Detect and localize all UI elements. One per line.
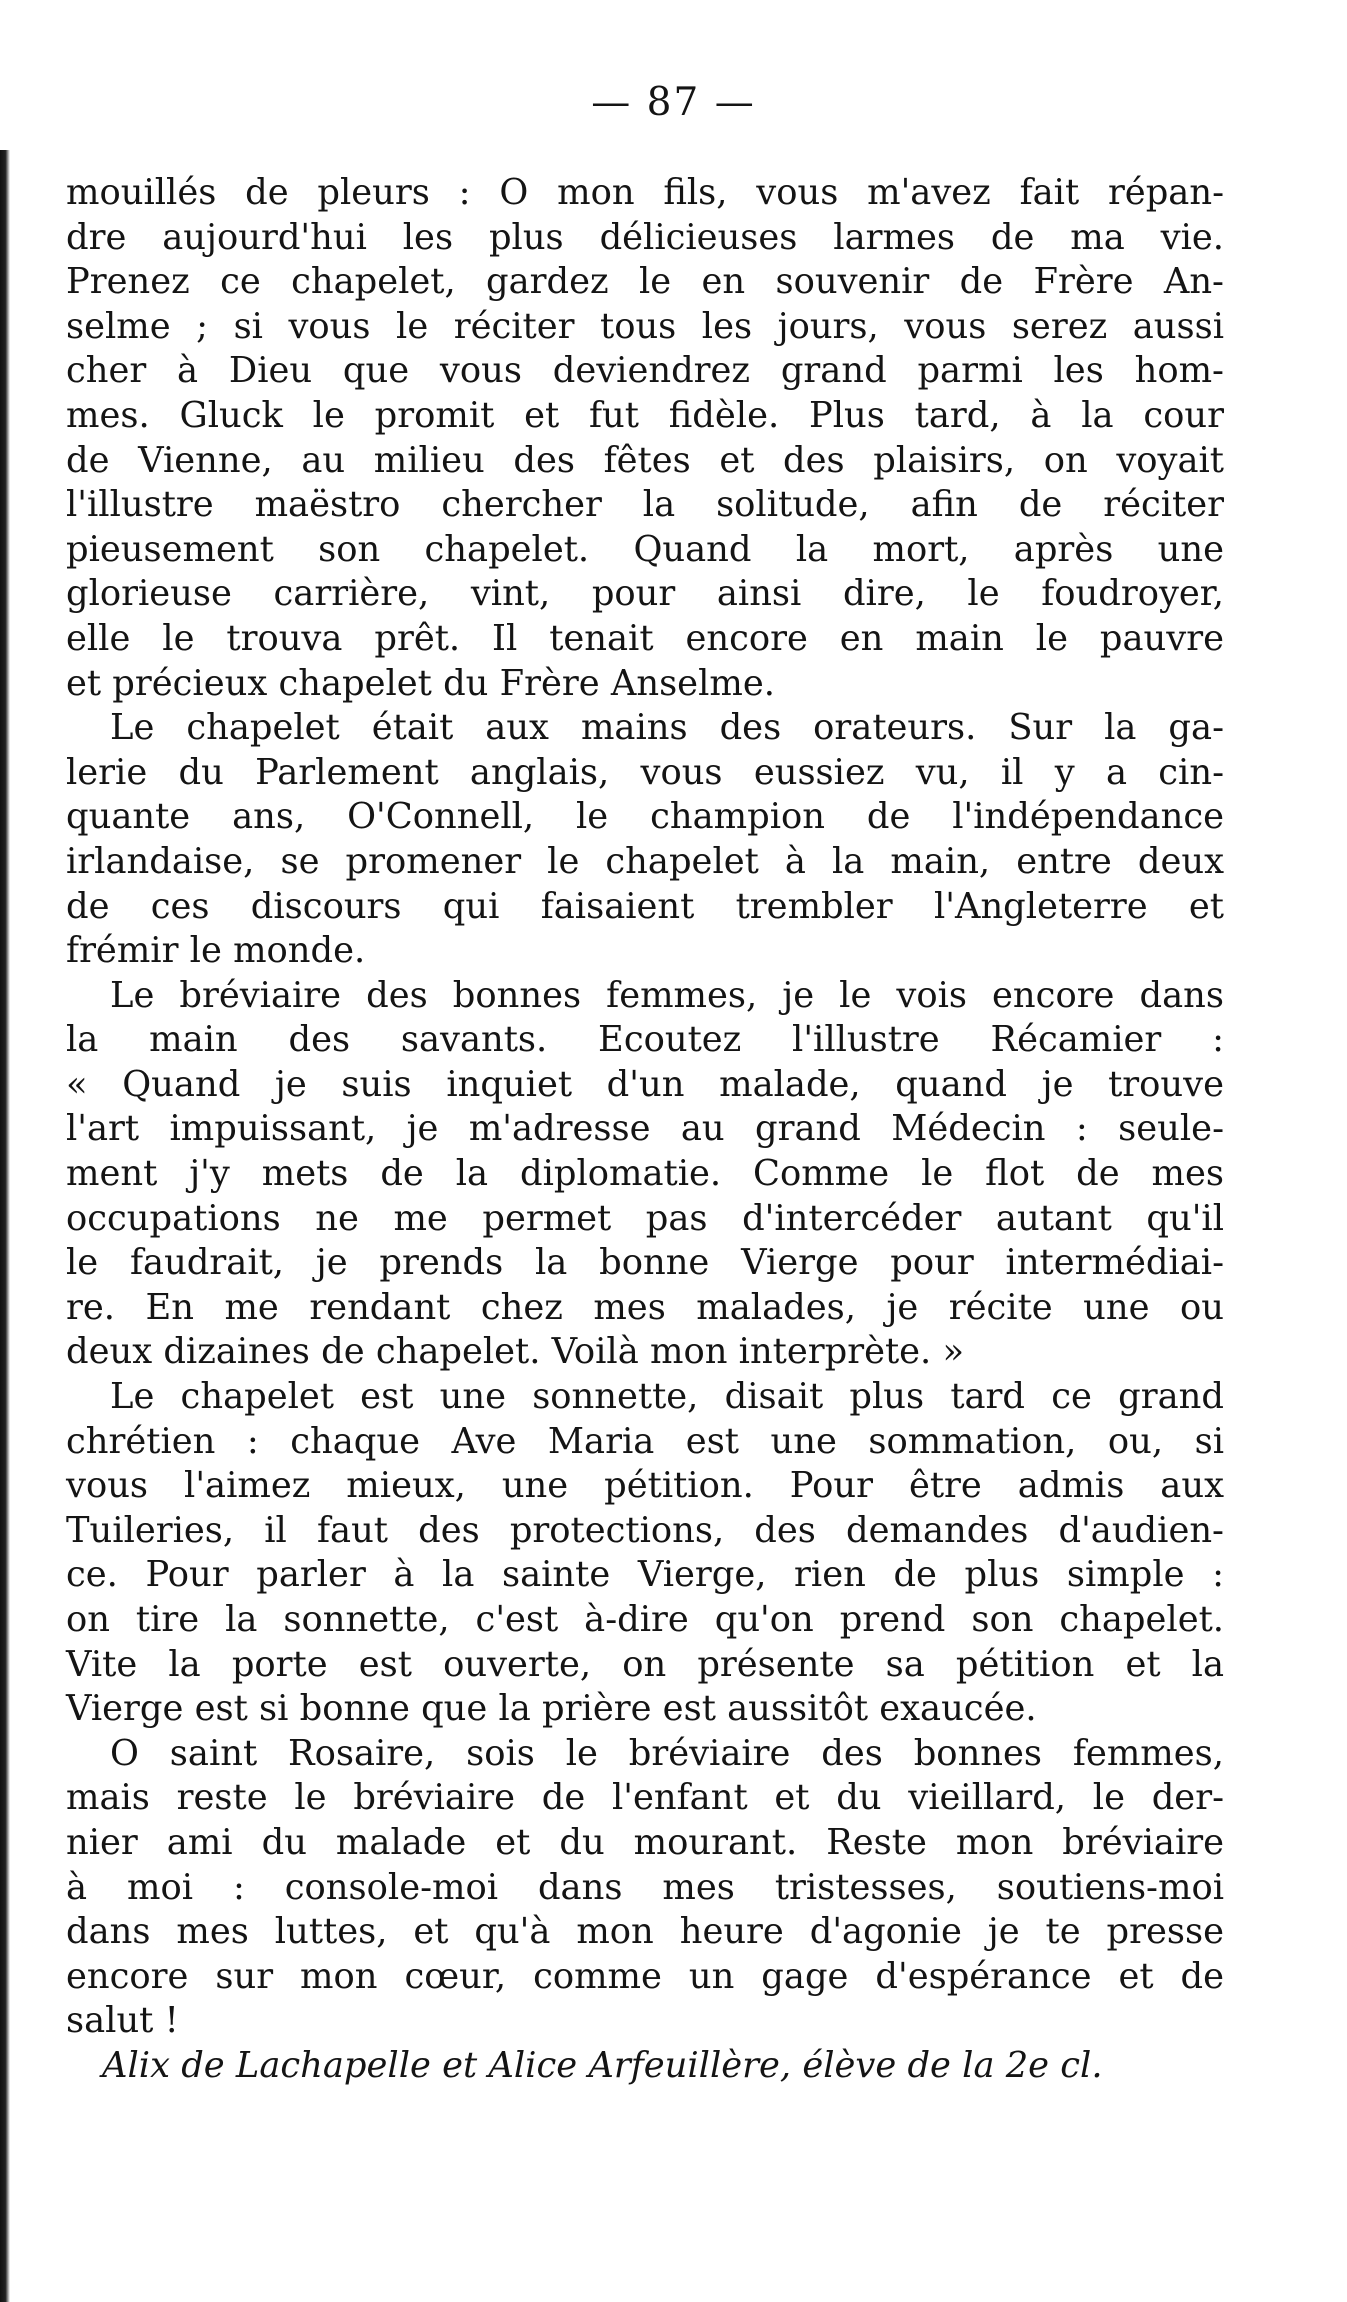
text-line: lerie du Parlement anglais, vous eussiez vu, il y a cin- (66, 751, 1224, 793)
page-binding-edge (0, 150, 10, 2302)
text-line: de Vienne, au milieu des fêtes et des plaisirs, on voyait (66, 439, 1224, 481)
text-line: Le bréviaire des bonnes femmes, je le vois encore dans (110, 974, 1224, 1016)
text-line: de ces discours qui faisaient trembler l'Angleterre et (66, 885, 1224, 927)
text-line: « Quand je suis inquiet d'un malade, quand je trouve (66, 1063, 1224, 1105)
text-line: chrétien : chaque Ave Maria est une sommation, ou, si (66, 1420, 1224, 1462)
text-line: la main des savants. Ecoutez l'illustre Récamier : (66, 1019, 1224, 1061)
text-line: Tuileries, il faut des protections, des demandes d'audien- (66, 1509, 1224, 1551)
text-line: mouillés de pleurs : O mon fils, vous m'avez fait répan- (66, 172, 1224, 213)
text-line: Le chapelet est une sonnette, disait plus tard ce grand (110, 1376, 1224, 1418)
text-line: et précieux chapelet du Frère Anselme. (66, 662, 775, 704)
text-line: encore sur mon cœur, comme un gage d'espérance et de (66, 1955, 1224, 1997)
text-line: ment j'y mets de la diplomatie. Comme le flot de mes (66, 1153, 1224, 1195)
text-line: elle le trouva prêt. Il tenait encore en main le pauvre (66, 617, 1224, 659)
text-line: re. En me rendant chez mes malades, je récite une ou (66, 1286, 1224, 1328)
text-line: Vierge est si bonne que la prière est aussitôt exaucée. (66, 1688, 1037, 1730)
page-number: — 87 — (591, 80, 756, 125)
text-line: vous l'aimez mieux, une pétition. Pour être admis aux (66, 1465, 1224, 1507)
text-line: on tire la sonnette, c'est à-dire qu'on prend son chapelet. (66, 1599, 1224, 1640)
text-line: glorieuse carrière, vint, pour ainsi dire, le foudroyer, (66, 573, 1224, 615)
text-line: Prenez ce chapelet, gardez le en souvenir de Frère An- (66, 261, 1224, 303)
text-line: mes. Gluck le promit et fut fidèle. Plus tard, à la cour (66, 394, 1224, 436)
text-line: pieusement son chapelet. Quand la mort, après une (66, 528, 1224, 570)
text-line: irlandaise, se promener le chapelet à la main, entre deux (66, 840, 1224, 882)
text-line: l'art impuissant, je m'adresse au grand Médecin : seule- (66, 1108, 1224, 1150)
text-line: Vite la porte est ouverte, on présente sa pétition et la (66, 1643, 1224, 1685)
text-line: O saint Rosaire, sois le bréviaire des bonnes femmes, (110, 1732, 1224, 1774)
text-line: frémir le monde. (66, 930, 366, 972)
text-line: occupations ne me permet pas d'intercéder autant qu'il (66, 1197, 1224, 1239)
text-line: ce. Pour parler à la sainte Vierge, rien de plus simple : (66, 1554, 1224, 1596)
text-line: dre aujourd'hui les plus délicieuses larmes de ma vie. (66, 216, 1224, 258)
signature: Alix de Lachapelle et Alice Arfeuillère, élève de la 2e cl. (102, 2044, 1103, 2086)
text-line: mais reste le bréviaire de l'enfant et du vieillard, le der- (66, 1777, 1224, 1819)
text-line: cher à Dieu que vous deviendrez grand parmi les hom- (66, 350, 1224, 392)
text-line: dans mes luttes, et qu'à mon heure d'agonie je te presse (66, 1911, 1224, 1953)
text-line: deux dizaines de chapelet. Voilà mon interprète. » (66, 1331, 965, 1373)
text-line: salut ! (66, 2000, 179, 2042)
text-line: le faudrait, je prends la bonne Vierge pour intermédiai- (66, 1242, 1224, 1284)
text-line: nier ami du malade et du mourant. Reste mon bréviaire (66, 1821, 1224, 1863)
text-line: à moi : console-moi dans mes tristesses, soutiens-moi (66, 1866, 1224, 1908)
text-line: quante ans, O'Connell, le champion de l'indépendance (66, 796, 1224, 838)
text-line: selme ; si vous le réciter tous les jours, vous serez aussi (66, 305, 1224, 347)
body-text (66, 171, 1224, 2089)
text-line: Le chapelet était aux mains des orateurs. Sur la ga- (110, 707, 1224, 749)
text-line: l'illustre maëstro chercher la solitude, afin de réciter (66, 484, 1224, 526)
